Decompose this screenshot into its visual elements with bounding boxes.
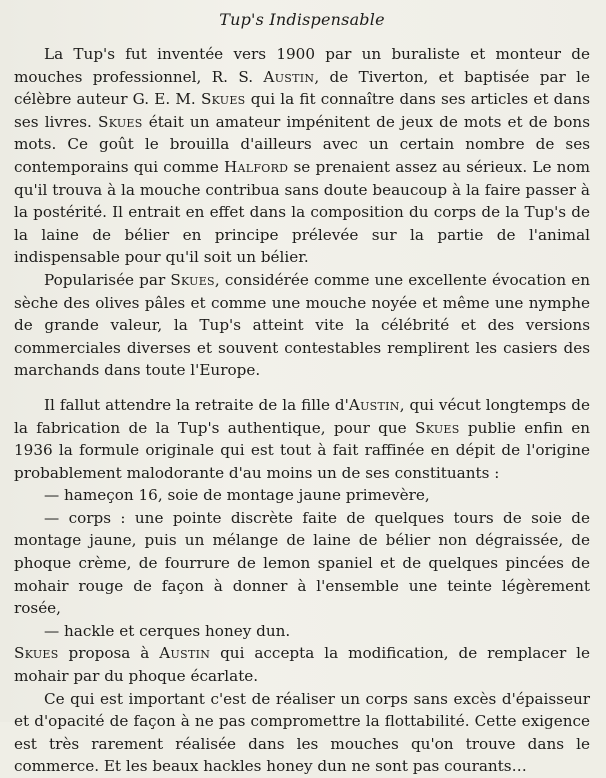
text-segment: , considérée comme une excellente évocation en sèche des olives pâles et comme une mouche noyée et même une nymphe de grande valeur, la Tup's atteint vite la célébrité et des versions commerciales diverses et souvent contestables remplirent les casiers des marchands dans toute l'Europe. [14,270,590,380]
page-title: Tup's Indispensable [219,10,385,29]
name-skues: Skues [98,112,143,131]
paragraph-5: Ce qui est important c'est de réaliser un corps sans excès d'épaisseur et d'opacité de façon à ne pas compromettre la flottabilité. Cette exigence est très rarement réalisée dans les mouches qu'on trouve dans le commerce. Et les beaux hackles honey dun ne sont pas courants… [14,689,590,776]
recipe-item-hook: — hameçon 16, soie de montage jaune primevère, [44,486,430,505]
paragraph-gap [14,382,590,394]
name-austin: Austin [348,395,400,414]
text-segment: proposa à [58,644,160,663]
text-segment: , qui vécut longtemps de la fabrication de la Tup's authentique, pour que [14,395,590,437]
text-segment: publie enfin en 1936 la formule originale qui est tout à fait raffinée en dépit de l'origine probablement malodorante d'au moins un de ses constituants : [14,418,590,482]
paragraph-1 [14,43,590,269]
recipe-item-body: — corps : une pointe discrète faite de quelques tours de soie de montage jaune, puis un mélange de laine de bélier non dégraissée, de phoque crème, de fourrure de lemon spaniel et de quelques pincées de mohair rouge de façon à donner à l'ensemble une teinte légèrement rosée, [14,508,590,618]
text-segment: Il fallut attendre la retraite de la fille d' [44,395,349,414]
paragraph-2 [14,269,590,382]
text-segment: Popularisée par [44,270,171,289]
paragraph-4 [14,642,590,687]
name-skues: Skues [200,90,246,109]
name-skues: Skues [170,270,215,289]
paragraph-3 [14,394,590,484]
text-segment: qui accepta la modification, de remplacer le mohair par du phoque écarlate. [14,644,590,686]
name-skues: Skues [14,644,59,663]
text-segment: , de Tiverton, et baptisée par le célèbre auteur G. E. M. [14,67,590,109]
name-austin: Austin [263,67,315,86]
text-segment: se prenaient assez au sérieux. Le nom qu'il trouva à la mouche contribua sans doute beaucoup à la faire passer à la postérité. Il entrait en effet dans la composition du corps de la Tup's de la laine de bélier en principe prélevée sur la partie de l'animal indispensable pour qu'il soit un bélier. [14,157,590,267]
text-segment: La Tup's fut inventée vers 1900 par un buraliste et monteur de mouches professionnel, R. S. [14,45,590,86]
name-halford: Halford [223,157,289,176]
recipe-item-hackle: — hackle et cerques honey dun. [44,621,291,640]
text-segment: était un amateur impénitent de jeux de mots et de bons mots. Ce goût le brouilla d'ailleurs avec un certain nombre de ses contemporains qui comme [14,112,590,176]
name-skues: Skues [415,418,460,437]
text-segment: qui la fit connaître dans ses articles et dans ses livres. [14,90,590,131]
name-austin: Austin [159,644,211,663]
